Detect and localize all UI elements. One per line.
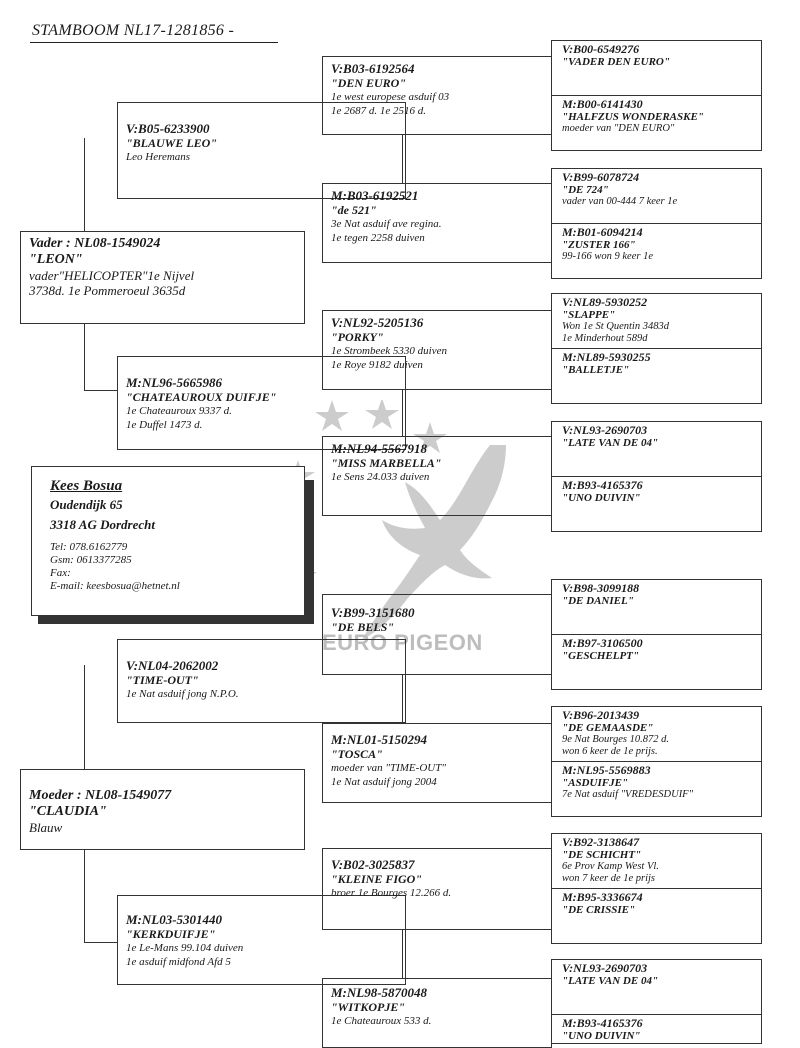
pigeon-id: M:NL96-5665986: [126, 375, 223, 390]
pigeon-id: M:NL95-5569883: [562, 763, 651, 777]
pigeon-name: "DE DANIEL": [562, 595, 634, 607]
gen4-box: [551, 476, 762, 532]
father-note: 3738d. 1e Pommeroeul 3635d: [29, 283, 186, 298]
gen4-box: [551, 959, 762, 1015]
pigeon-id: M:B00-6141430: [562, 97, 643, 111]
gen3-box: [322, 56, 552, 135]
gen4-box: [551, 888, 762, 944]
pigeon-name: "DE SCHICHT": [562, 849, 642, 861]
mother-box: [20, 769, 305, 850]
pigeon-name: "WITKOPJE": [331, 1000, 405, 1014]
pigeon-name: "BALLETJE": [562, 364, 630, 376]
gen4-box: [551, 223, 762, 279]
father-box: [20, 231, 305, 324]
pigeon-note: 3e Nat asduif ave regina.: [331, 218, 442, 230]
pigeon-note: 1e Sens 24.033 duiven: [331, 471, 430, 483]
pigeon-id: M:B03-6192521: [331, 188, 419, 203]
pigeon-note: 1e asduif midfond Afd 5: [126, 956, 231, 968]
pigeon-id: M:NL98-5870048: [331, 985, 428, 1000]
connector-line: [84, 390, 118, 391]
connector-line: [84, 665, 85, 769]
pigeon-name: "GESCHELPT": [562, 650, 639, 662]
title-underline: [30, 42, 278, 43]
gen4-box: [551, 634, 762, 690]
pigeon-id: V:NL04-2062002: [126, 658, 219, 673]
gen4-box: [551, 706, 762, 762]
gen3-box: [322, 594, 552, 675]
pigeon-id: M:NL94-5567918: [331, 441, 428, 456]
pigeon-id: V:NL92-5205136: [331, 315, 424, 330]
pigeon-id: M:NL01-5150294: [331, 732, 428, 747]
pigeon-name: "DE GEMAASDE": [562, 722, 654, 734]
connector-line: [84, 942, 118, 943]
pigeon-id: V:NL93-2690703: [562, 423, 648, 437]
pigeon-name: "KLEINE FIGO": [331, 872, 423, 886]
pigeon-name: "DE BELS": [331, 620, 395, 634]
gen3-box: [322, 848, 552, 930]
pigeon-note: 6e Prov Kamp West Vl.: [562, 861, 659, 872]
pigeon-name: "BLAUWE LEO": [126, 136, 218, 150]
pigeon-id: M:NL03-5301440: [126, 912, 223, 927]
pigeon-id: M:B93-4165376: [562, 1016, 643, 1030]
pigeon-id: M:B01-6094214: [562, 225, 643, 239]
pigeon-name: "HALFZUS WONDERASKE": [562, 111, 704, 123]
pigeon-id: M:B95-3336674: [562, 890, 643, 904]
pigeon-note: 1e Nat asduif jong N.P.O.: [126, 688, 239, 700]
breeder-email: E-mail: keesbosua@hetnet.nl: [50, 580, 180, 592]
father-id: Vader : NL08-1549024: [29, 236, 161, 251]
pigeon-note: 9e Nat Bourges 10.872 d.: [562, 734, 669, 745]
pigeon-note: Won 1e St Quentin 3483d: [562, 321, 669, 332]
pigeon-id: V:B03-6192564: [331, 61, 415, 76]
pigeon-id: V:NL89-5930252: [562, 295, 648, 309]
pigeon-name: "TOSCA": [331, 747, 383, 761]
pigeon-note: won 7 keer de 1e prijs: [562, 873, 656, 884]
father-note: vader"HELICOPTER"1e Nijvel: [29, 268, 195, 283]
gen4-box: [551, 421, 762, 477]
gen4-box: [551, 579, 762, 635]
pigeon-name: "DE 724": [562, 184, 609, 196]
watermark-text: EURO PIGEON: [322, 630, 483, 655]
pigeon-note: Leo Heremans: [126, 151, 191, 163]
connector-line: [84, 850, 85, 942]
connector-line: [84, 324, 85, 390]
pigeon-note: 1e tegen 2258 duiven: [331, 232, 425, 244]
breeder-fax: Fax:: [50, 567, 71, 579]
pigeon-name: "de 521": [331, 203, 377, 217]
connector-line: [84, 138, 85, 231]
mother-note: Blauw: [29, 820, 63, 835]
pigeon-id: M:NL89-5930255: [562, 350, 651, 364]
mother-id: Moeder : NL08-1549077: [29, 788, 172, 803]
pigeon-name: "PORKY": [331, 330, 384, 344]
pigeon-note: 99-166 won 9 keer 1e: [562, 251, 653, 262]
pigeon-id: V:B05-6233900: [126, 121, 210, 136]
gen3-box: [322, 310, 552, 390]
mother-name: "CLAUDIA": [29, 804, 107, 819]
pigeon-id: V:B98-3099188: [562, 581, 640, 595]
pigeon-name: "VADER DEN EURO": [562, 56, 670, 68]
pigeon-name: "KERKDUIFJE": [126, 927, 216, 941]
pigeon-note: 1e west europese asduif 03: [331, 91, 450, 103]
gen3-box: [322, 978, 552, 1048]
pigeon-name: "DE CRISSIE": [562, 904, 636, 916]
pigeon-note: moeder van "TIME-OUT": [331, 762, 446, 774]
pigeon-note: 7e Nat asduif "VREDESDUIF": [562, 789, 694, 800]
pigeon-name: "UNO DUIVIN": [562, 492, 641, 504]
pigeon-note: moeder van "DEN EURO": [562, 123, 675, 134]
gen4-box: [551, 40, 762, 96]
pigeon-id: M:B97-3106500: [562, 636, 643, 650]
gen3-box: [322, 183, 552, 263]
pigeon-id: V:B00-6549276: [562, 42, 640, 56]
breeder-name: Kees Bosua: [50, 478, 123, 494]
pigeon-note: 1e Nat asduif jong 2004: [331, 776, 437, 788]
pigeon-note: 1e Chateauroux 9337 d.: [126, 405, 232, 417]
pigeon-note: 1e 2687 d. 1e 2516 d.: [331, 105, 427, 117]
pigeon-note: 1e Duffel 1473 d.: [126, 419, 203, 431]
breeder-gsm: Gsm: 0613377285: [50, 554, 132, 566]
gen4-box: [551, 348, 762, 404]
pigeon-note: 1e Strombeek 5330 duiven: [331, 345, 447, 357]
breeder-city: 3318 AG Dordrecht: [50, 517, 155, 532]
pigeon-id: V:B02-3025837: [331, 857, 415, 872]
contact-card: [31, 466, 305, 616]
pigeon-note: 1e Minderhout 589d: [562, 333, 648, 344]
pigeon-note: 1e Chateauroux 533 d.: [331, 1015, 432, 1027]
gen4-box: [551, 833, 762, 889]
pigeon-note: 1e Le-Mans 99.104 duiven: [126, 942, 244, 954]
pigeon-id: V:B92-3138647: [562, 835, 640, 849]
pigeon-note: broer 1e Bourges 12.266 d.: [331, 887, 452, 899]
pigeon-name: "MISS MARBELLA": [331, 456, 442, 470]
gen4-box: [551, 293, 762, 349]
pigeon-id: V:NL93-2690703: [562, 961, 648, 975]
pigeon-name: "DEN EURO": [331, 76, 406, 90]
pigeon-name: "LATE VAN DE 04": [562, 975, 659, 987]
gen4-box: [551, 95, 762, 151]
gen4-box: [551, 168, 762, 224]
pigeon-note: vader van 00-444 7 keer 1e: [562, 196, 678, 207]
page-title: STAMBOOM NL17-1281856 -: [32, 22, 235, 39]
pigeon-name: "SLAPPE": [562, 309, 616, 321]
pigeon-name: "CHATEAUROUX DUIFJE": [126, 390, 277, 404]
pigeon-name: "ZUSTER 166": [562, 239, 636, 251]
pigeon-id: V:B96-2013439: [562, 708, 640, 722]
pigeon-id: V:B99-6078724: [562, 170, 640, 184]
pigeon-id: M:B93-4165376: [562, 478, 643, 492]
pigeon-note: won 6 keer de 1e prijs.: [562, 746, 658, 757]
gen4-box: [551, 1014, 762, 1044]
gen3-box: [322, 436, 552, 516]
pigeon-name: "TIME-OUT": [126, 673, 199, 687]
pigeon-name: "ASDUIFJE": [562, 777, 629, 789]
pigeon-name: "LATE VAN DE 04": [562, 437, 659, 449]
pigeon-name: "UNO DUIVIN": [562, 1030, 641, 1042]
breeder-tel: Tel: 078.6162779: [50, 541, 128, 553]
pigeon-note: 1e Roye 9182 duiven: [331, 359, 423, 371]
breeder-street: Oudendijk 65: [50, 497, 123, 512]
pigeon-id: V:B99-3151680: [331, 605, 415, 620]
gen4-box: [551, 761, 762, 817]
father-name: "LEON": [29, 252, 83, 267]
gen3-box: [322, 723, 552, 803]
